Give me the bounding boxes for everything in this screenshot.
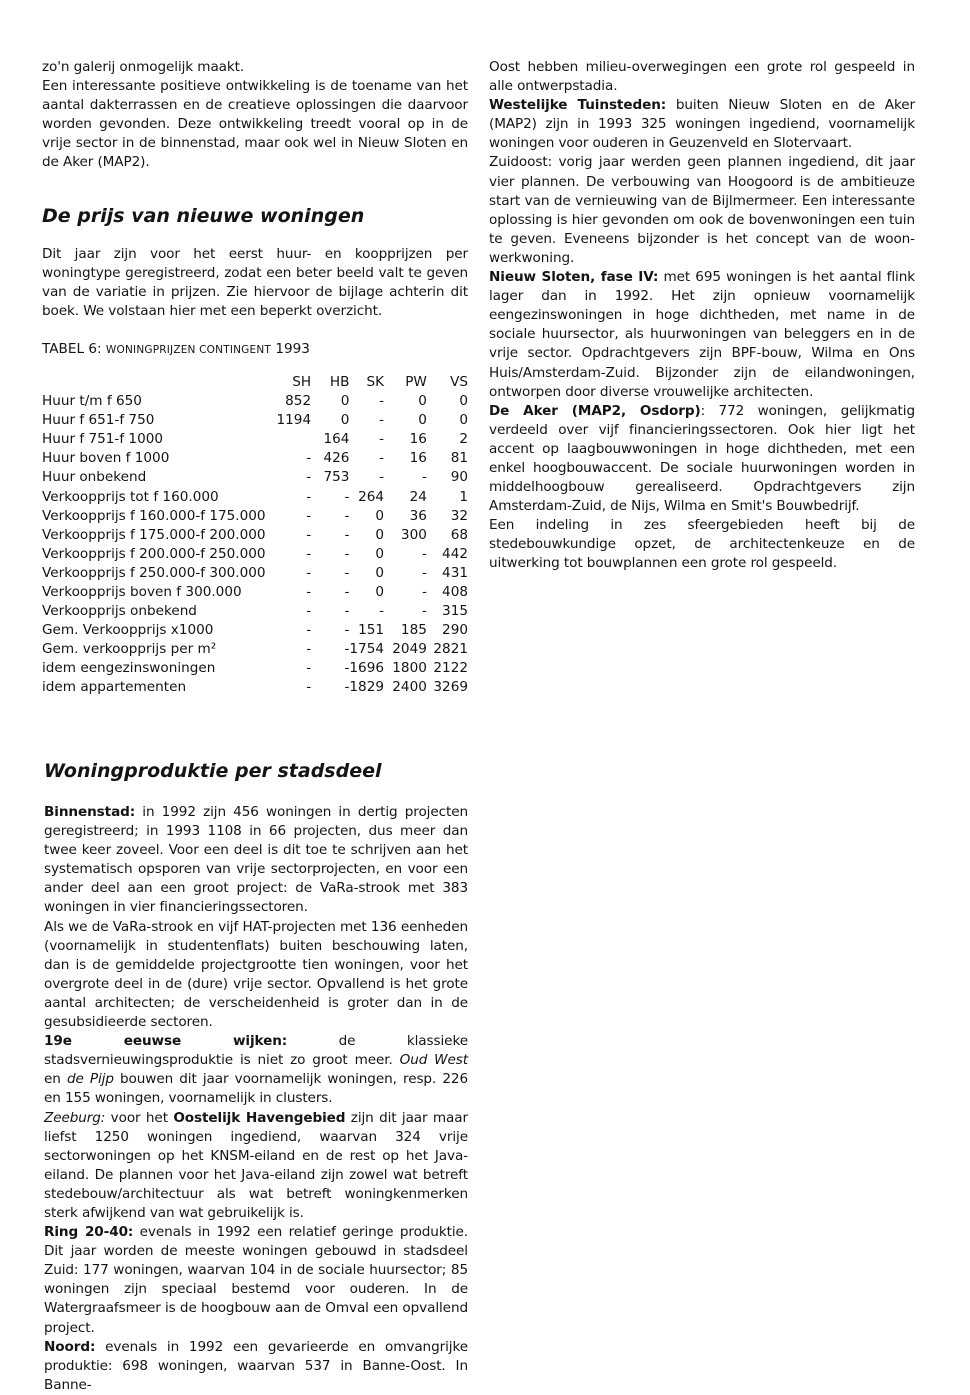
table-cell: 0	[418, 412, 427, 429]
table-cell: 1696	[349, 660, 385, 677]
lead-ring: Ring 20-40:	[44, 1224, 134, 1241]
table-cell: -	[344, 622, 350, 639]
paragraph-banne-oost: Oost hebben milieu-overwegingen een grote rol gespeeld in alle ontwerpstadia.	[489, 59, 915, 95]
table-cell: -	[344, 564, 350, 581]
table-cell: 0	[375, 583, 385, 600]
row-label: Verkoopprijs boven f 300.000	[42, 583, 242, 600]
table-cell: 68	[450, 526, 468, 543]
row-label: Huur f 751-f 1000	[42, 431, 164, 448]
table-cell: 164	[323, 431, 350, 448]
table-cell: -	[379, 431, 385, 448]
column-header: SH	[292, 373, 312, 390]
lead-de-aker: De Aker (MAP2, Osdorp)	[489, 402, 701, 419]
table-cell: -	[379, 469, 385, 486]
table-row	[42, 545, 468, 564]
table-row	[42, 583, 468, 602]
table-cell: 24	[409, 488, 427, 505]
table-row	[42, 659, 468, 678]
table-cell: 0	[340, 393, 350, 410]
table-cell: 2400	[392, 679, 427, 696]
lead-noord: Noord:	[44, 1338, 96, 1355]
table-cell: 3269	[433, 679, 468, 696]
paragraph-zeeburg: Zeeburg: voor het Oostelijk Havengebied zijn dit jaar maar liefst 1250 woningen ingediend, waarvan 324 vrije sectorwoningen op het KNSM-eiland en de rest op het Java-eiland. De plannen voor het Java-eiland zijn zowel wat betreft stedebouw/architectuur als wat betreft woningkenmerken sterk afwijkend van wat gebruikelijk is.	[44, 1109, 468, 1221]
table-cell: 2821	[433, 641, 468, 658]
table-row	[42, 564, 468, 583]
table-cell: -	[306, 469, 312, 486]
table-cell: 2122	[433, 660, 468, 677]
table-cell: 0	[375, 564, 385, 581]
paragraph-vara: Als we de VaRa-strook en vijf HAT-projecten met 136 eenheden (voornamelijk in studentenflats) buiten beschouwing laten, dan is de gemiddelde projectgrootte tien woningen, voor het overgrote deel in de (dure) vrije sector. Opvallend is het grote aantal architecten; de verscheidenheid is groter dan in de gesubsidieerde sectoren.	[44, 918, 468, 1031]
row-label: idem eengezinswoningen	[42, 660, 216, 677]
lead-zeeburg: Zeeburg:	[44, 1109, 106, 1126]
table-cell: -	[344, 507, 350, 524]
lead-19e: 19e eeuwse wijken:	[44, 1033, 288, 1050]
table-cell: -	[306, 526, 312, 543]
table-row	[42, 449, 468, 468]
table-cell	[277, 430, 312, 449]
table-cell: -	[421, 545, 427, 562]
table-row	[42, 411, 468, 430]
table-cell: 16	[409, 450, 427, 467]
table-cell: -	[379, 393, 385, 410]
table-cell: 852	[285, 393, 312, 410]
section-heading-prijs: De prijs van nieuwe woningen	[42, 204, 365, 227]
row-label: Gem. Verkoopprijs x1000	[42, 622, 214, 639]
table-cell: -	[421, 603, 427, 620]
table-cell: 753	[323, 469, 350, 486]
table-cell: -	[344, 545, 350, 562]
table-cell: -	[306, 622, 312, 639]
table-cell: -	[379, 603, 385, 620]
column-header: PW	[405, 373, 427, 390]
table-header-row	[42, 373, 468, 392]
table-cell: 442	[442, 545, 468, 562]
table-cell: -	[344, 603, 350, 620]
paragraph-binnenstad: Binnenstad: in 1992 zijn 456 woningen in dertig projecten geregistreerd; in 1993 1108 in 66 projecten, dus meer dan twee keer zoveel. Voor een deel is dit toe te schrijven aan het systematisch opsporen van vrije sectorprojecten, en voor een ander deel aan een groot project: de VaRa-strook met 383 woningen in vier financieringssectoren.	[44, 804, 468, 916]
table-cell: 185	[400, 622, 427, 639]
table-cell: -	[306, 507, 312, 524]
row-label: Gem. verkoopprijs per m²	[42, 641, 217, 658]
table-cell: 264	[358, 488, 385, 505]
table-cell: 0	[459, 412, 468, 429]
table-cell: -	[344, 526, 350, 543]
table-cell: 0	[418, 393, 427, 410]
lead-binnenstad: Binnenstad:	[44, 804, 136, 820]
table-caption-title: WONINGPRIJZEN CONTINGENT	[105, 343, 272, 356]
table-cell: 2	[459, 431, 468, 448]
table-row	[42, 602, 468, 621]
row-label: Huur t/m f 650	[42, 393, 142, 410]
table-cell: 81	[450, 450, 468, 467]
paragraph-de-aker: De Aker (MAP2, Osdorp): 772 woningen, gelijkmatig verdeeld over vijf financieringssectoren. Ook hier ligt het accent op laagbouwwoningen in hoge dichtheden, met een enkel hoogbouwaccent. De sociale huurwoningen worden in middelhoogbouw gerealiseerd. Opdrachtgevers zijn Amsterdam-Zuid, de Nijs, Wilma en Smit's Bouwbedrijf.	[489, 402, 915, 515]
paragraph-ring: Ring 20-40: evenals in 1992 een relatief geringe produktie. Dit jaar worden de meeste woningen gebouwd in stadsdeel Zuid: 177 woningen, waarvan 104 in de sociale huursector; 85 woningen zijn speciaal bestemd voor ouderen. In de Watergraafsmeer is de hoogbouw aan de Omval een opvallend project.	[44, 1224, 468, 1336]
table-caption	[42, 341, 468, 357]
right-column	[489, 58, 915, 574]
table-cell: 36	[409, 507, 427, 524]
table-cell: -	[421, 564, 427, 581]
table-cell: -	[306, 641, 312, 658]
table-cell: -	[306, 679, 312, 696]
table-cell: 16	[409, 431, 427, 448]
paragraph-prijs-intro: Dit jaar zijn voor het eerst huur- en koopprijzen per woningtype geregistreerd, zodat een beter beeld valt te geven van de variatie in prijzen. Zie hiervoor de bijlage achterin dit boek. We volstaan hier met een beperkt overzicht.	[42, 245, 468, 319]
table-cell: 0	[375, 507, 385, 524]
table-cell: -	[421, 469, 427, 486]
table-cell: 151	[358, 622, 385, 639]
table-cell: 315	[442, 603, 468, 620]
table-row	[42, 392, 468, 411]
row-label: idem appartementen	[42, 679, 187, 696]
table-row	[42, 507, 468, 526]
table-cell: 1194	[276, 412, 312, 429]
table-cell: -	[344, 488, 350, 505]
row-label: Verkoopprijs f 160.000-f 175.000	[42, 507, 266, 524]
table-cell: -	[344, 660, 350, 677]
table-body	[42, 392, 468, 698]
row-label: Huur onbekend	[42, 469, 147, 486]
left-column	[42, 58, 468, 698]
row-label: Verkoopprijs tot f 160.000	[42, 488, 219, 505]
column-header: SK	[366, 373, 385, 390]
table-cell: -	[379, 412, 385, 429]
table-row	[42, 621, 468, 640]
table-cell: 426	[323, 450, 350, 467]
table-cell: -	[379, 450, 385, 467]
lead-nieuw-sloten: Nieuw Sloten, fase IV:	[489, 269, 659, 286]
section-heading-woningproduktie: Woningproduktie per stadsdeel	[44, 760, 382, 782]
table-cell: 1754	[349, 641, 385, 658]
table-row	[42, 526, 468, 545]
table-row	[42, 640, 468, 659]
table-cell: 1	[459, 488, 468, 505]
lead-westelijke: Westelijke Tuinsteden:	[489, 97, 667, 114]
table-cell: -	[306, 603, 312, 620]
paragraph-noord: Noord: evenals in 1992 een gevarieerde en omvangrijke produktie: 698 woningen, waarvan 537 in Banne-Oost. In Banne-	[44, 1338, 468, 1393]
table-cell: 431	[442, 564, 468, 581]
table-cell: 2049	[392, 641, 427, 658]
table-row	[42, 678, 468, 697]
table-cell: 1829	[349, 679, 385, 696]
paragraph-nieuw-sloten: Nieuw Sloten, fase IV: met 695 woningen is het aantal flink lager dan in 1992. Het zijn opnieuw voornamelijk eengezinswoningen in hoge dichtheden, met name in de sociale huursector, als huurwoningen van beleggers en in de vrije sector. Opdrachtgevers zijn BPF-bouw, Wilma en Ons Huis/Amsterdam-Zuid. Bijzonder zijn de eilandwoningen, ontworpen door diverse vrouwelijke architecten.	[489, 269, 915, 400]
column-header: VS	[450, 373, 468, 390]
table-cell: -	[306, 564, 312, 581]
row-label: Huur boven f 1000	[42, 450, 170, 467]
paragraph-indeling: Een indeling in zes sfeergebieden heeft bij de stedebouwkundige opzet, de architectenkeuze en de uitwerking tot bouwplannen een grote rol gespeeld.	[489, 517, 915, 572]
table-cell: 290	[442, 622, 468, 639]
table-cell: -	[306, 660, 312, 677]
column-header: HB	[329, 373, 350, 390]
table-cell: -	[344, 641, 350, 658]
table-cell: -	[306, 450, 312, 467]
table-cell: 408	[442, 583, 468, 600]
table-caption-prefix: TABEL 6:	[42, 340, 102, 357]
table-cell: 0	[375, 526, 385, 543]
row-label: Verkoopprijs f 175.000-f 200.000	[42, 526, 266, 543]
paragraph-19e-eeuwse-wijken: 19e eeuwse wijken: de klassieke stadsvernieuwingsproduktie is niet zo groot meer. Oud West en de Pijp bouwen dit jaar voornamelijk woningen, resp. 226 en 155 woningen, voornamelijk in clusters.	[44, 1033, 468, 1107]
table-cell: 90	[450, 469, 468, 486]
table-caption-year: 1993	[275, 340, 310, 357]
table-cell: 1800	[392, 660, 427, 677]
row-label: Huur f 651-f 750	[42, 412, 155, 429]
table-cell: -	[421, 583, 427, 600]
paragraph-zuidoost: Zuidoost: vorig jaar werden geen plannen ingediend, dit jaar vier plannen. De verbouwing van Hoogoord is de ambitieuze start van de vernieuwing van de Bijlmermeer. Een interessante oplossing is hier gevonden om ook de bovenwoningen een tuin te geven. Eveneens bijzonder is het concept van de woon-werkwoning.	[489, 154, 915, 266]
paragraph-dakterrassen: Een interessante positieve ontwikkeling is de toename van het aantal dakterrassen en de creatieve oplossingen die daarvoor worden gevonden. Deze ontwikkeling treedt vooral op in de vrije sector in de binnenstad, maar ook wel in Nieuw Sloten en de Aker (MAP2).	[42, 78, 468, 171]
table-cell: 32	[450, 507, 468, 524]
table-row	[42, 468, 468, 487]
paragraph-westelijke-tuinsteden: Westelijke Tuinsteden: buiten Nieuw Sloten en de Aker (MAP2) zijn in 1993 325 woningen ingediend, voornamelijk woningen voor ouderen in Geuzenveld en Slotervaart.	[489, 97, 915, 152]
table-row	[42, 430, 468, 449]
table-cell: 300	[400, 526, 427, 543]
table-cell: -	[306, 545, 312, 562]
row-label: Verkoopprijs f 250.000-f 300.000	[42, 564, 266, 581]
paragraph-continuation: zo'n galerij onmogelijk maakt.	[42, 59, 245, 75]
table-cell: -	[306, 583, 312, 600]
price-table	[42, 373, 468, 698]
table-cell: -	[306, 488, 312, 505]
row-label: Verkoopprijs onbekend	[42, 603, 197, 620]
table-row	[42, 488, 468, 507]
table-cell: -	[344, 679, 350, 696]
table-cell: -	[344, 583, 350, 600]
table-cell: 0	[375, 545, 385, 562]
row-label: Verkoopprijs f 200.000-f 250.000	[42, 545, 266, 562]
table-cell: 0	[340, 412, 350, 429]
table-cell: 0	[459, 393, 468, 410]
left-column-bottom	[44, 803, 468, 1395]
